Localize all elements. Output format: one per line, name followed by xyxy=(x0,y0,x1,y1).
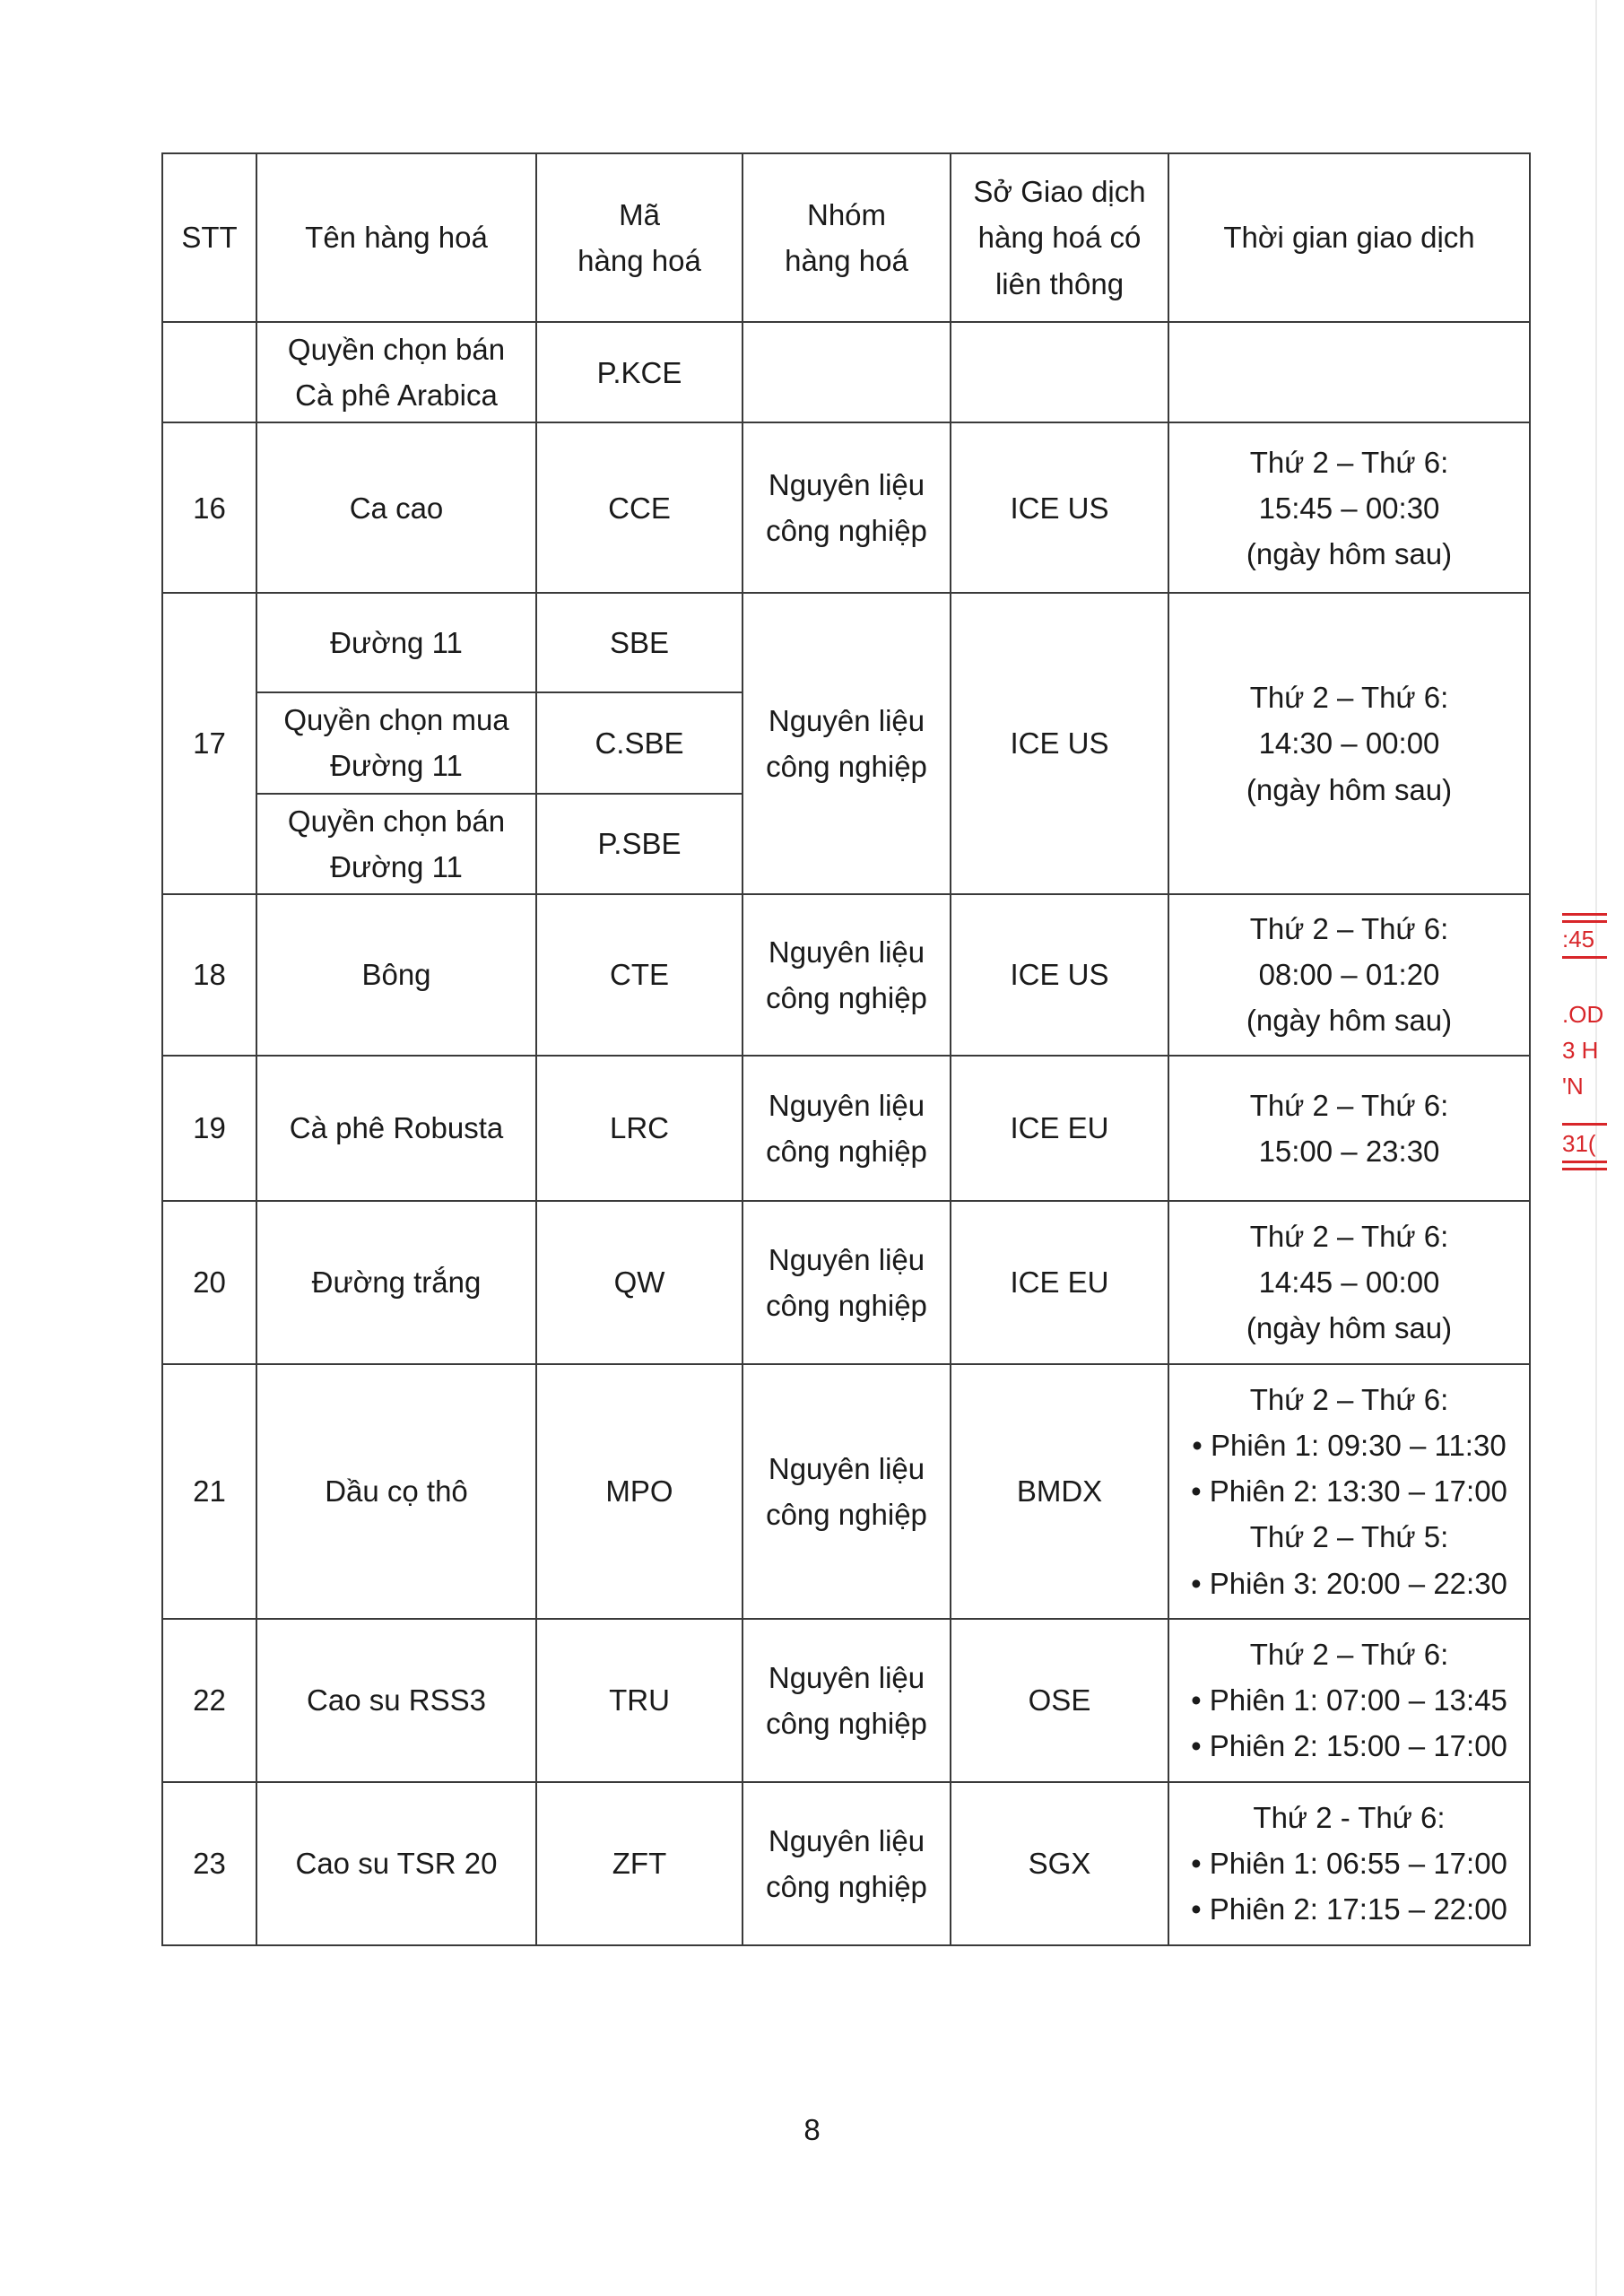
cell-group: Nguyên liệu công nghiệp xyxy=(743,1619,951,1782)
cell-stt: 17 xyxy=(162,593,256,894)
cell-exchange: BMDX xyxy=(951,1364,1168,1619)
cell-time: Thứ 2 – Thứ 6: 15:00 – 23:30 xyxy=(1168,1056,1530,1201)
table-row xyxy=(162,1619,1530,1782)
stamp-rule xyxy=(1562,1123,1607,1126)
cell-time xyxy=(1168,322,1530,422)
cell-time: Thứ 2 – Thứ 6: 14:45 – 00:00 (ngày hôm sau) xyxy=(1168,1201,1530,1364)
cell-code: QW xyxy=(536,1201,743,1364)
stamp-rule xyxy=(1562,913,1607,916)
header-exchange: Sở Giao dịch hàng hoá có liên thông xyxy=(951,153,1168,322)
cell-name: Cà phê Robusta xyxy=(256,1056,536,1201)
cell-stt xyxy=(162,322,256,422)
stamp-rule xyxy=(1562,956,1607,959)
cell-exchange: OSE xyxy=(951,1619,1168,1782)
cell-group: Nguyên liệu công nghiệp xyxy=(743,1782,951,1945)
cell-name: Bông xyxy=(256,894,536,1056)
cell-exchange: ICE EU xyxy=(951,1056,1168,1201)
cell-group: Nguyên liệu công nghiệp xyxy=(743,1364,951,1619)
table-row xyxy=(162,1782,1530,1945)
table-row xyxy=(162,1201,1530,1364)
table-row xyxy=(162,422,1530,593)
cell-name: Đường trắng xyxy=(256,1201,536,1364)
cell-stt: 21 xyxy=(162,1364,256,1619)
cell-code: C.SBE xyxy=(536,692,743,793)
cell-group: Nguyên liệu công nghiệp xyxy=(743,593,951,894)
cell-time: Thứ 2 – Thứ 6: 15:45 – 00:30 (ngày hôm sau) xyxy=(1168,422,1530,593)
table-row xyxy=(162,1364,1530,1619)
cell-stt: 20 xyxy=(162,1201,256,1364)
stamp-rule xyxy=(1562,920,1607,923)
stamp-rule xyxy=(1562,1161,1607,1163)
page-number: 8 xyxy=(803,2113,821,2146)
cell-exchange: ICE EU xyxy=(951,1201,1168,1364)
cell-name: Dầu cọ thô xyxy=(256,1364,536,1619)
cell-exchange: ICE US xyxy=(951,894,1168,1056)
cell-stt: 18 xyxy=(162,894,256,1056)
cell-code: CTE xyxy=(536,894,743,1056)
header-row xyxy=(162,153,1530,322)
cell-exchange: ICE US xyxy=(951,422,1168,593)
stamp-text: 'N xyxy=(1562,1073,1584,1100)
cell-time: Thứ 2 - Thứ 6: • Phiên 1: 06:55 – 17:00 • Phiên 2: 17:15 – 22:00 xyxy=(1168,1782,1530,1945)
cell-time: Thứ 2 – Thứ 6: 14:30 – 00:00 (ngày hôm sau) xyxy=(1168,593,1530,894)
cell-code: P.SBE xyxy=(536,794,743,894)
cell-name: Cao su RSS3 xyxy=(256,1619,536,1782)
stamp-text: :45 xyxy=(1562,926,1595,952)
red-stamp-edge xyxy=(1562,897,1607,1202)
cell-exchange: SGX xyxy=(951,1782,1168,1945)
stamp-text: .OD xyxy=(1562,1001,1604,1028)
cell-code: SBE xyxy=(536,593,743,692)
cell-code: MPO xyxy=(536,1364,743,1619)
cell-group: Nguyên liệu công nghiệp xyxy=(743,422,951,593)
cell-group: Nguyên liệu công nghiệp xyxy=(743,894,951,1056)
cell-code: CCE xyxy=(536,422,743,593)
cell-exchange: ICE US xyxy=(951,593,1168,894)
cell-code: LRC xyxy=(536,1056,743,1201)
cell-group: Nguyên liệu công nghiệp xyxy=(743,1201,951,1364)
stamp-rule xyxy=(1562,1168,1607,1170)
cell-time: Thứ 2 – Thứ 6: • Phiên 1: 09:30 – 11:30 • Phiên 2: 13:30 – 17:00 Thứ 2 – Thứ 5: • Phiên 3: 20:00 – 22:30 xyxy=(1168,1364,1530,1619)
cell-group: Nguyên liệu công nghiệp xyxy=(743,1056,951,1201)
cell-group xyxy=(743,322,951,422)
cell-exchange xyxy=(951,322,1168,422)
header-code: Mã hàng hoá xyxy=(536,153,743,322)
cell-name: Quyền chọn bán Cà phê Arabica xyxy=(256,322,536,422)
table-row xyxy=(162,894,1530,1056)
cell-stt: 19 xyxy=(162,1056,256,1201)
cell-name: Ca cao xyxy=(256,422,536,593)
header-time: Thời gian giao dịch xyxy=(1168,153,1530,322)
table-row xyxy=(162,1056,1530,1201)
cell-stt: 16 xyxy=(162,422,256,593)
cell-stt: 23 xyxy=(162,1782,256,1945)
stamp-text: 31( xyxy=(1562,1130,1596,1157)
stamp-text: 3 H xyxy=(1562,1037,1599,1064)
commodity-schedule-table xyxy=(161,152,1531,1946)
cell-code: ZFT xyxy=(536,1782,743,1945)
table-row xyxy=(162,322,1530,422)
header-group: Nhóm hàng hoá xyxy=(743,153,951,322)
cell-name: Quyền chọn bán Đường 11 xyxy=(256,794,536,894)
cell-code: TRU xyxy=(536,1619,743,1782)
header-stt: STT xyxy=(162,153,256,322)
cell-time: Thứ 2 – Thứ 6: 08:00 – 01:20 (ngày hôm sau) xyxy=(1168,894,1530,1056)
table-row xyxy=(162,593,1530,692)
cell-stt: 22 xyxy=(162,1619,256,1782)
cell-code: P.KCE xyxy=(536,322,743,422)
cell-name: Đường 11 xyxy=(256,593,536,692)
cell-name: Quyền chọn mua Đường 11 xyxy=(256,692,536,793)
cell-name: Cao su TSR 20 xyxy=(256,1782,536,1945)
cell-time: Thứ 2 – Thứ 6: • Phiên 1: 07:00 – 13:45 • Phiên 2: 15:00 – 17:00 xyxy=(1168,1619,1530,1782)
header-name: Tên hàng hoá xyxy=(256,153,536,322)
